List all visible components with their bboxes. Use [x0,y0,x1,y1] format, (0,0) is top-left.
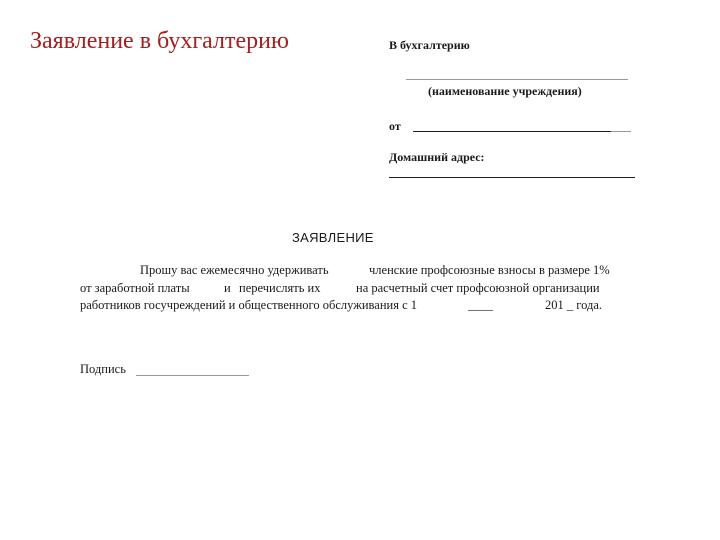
document-heading: ЗАЯВЛЕНИЕ [292,230,374,245]
institution-underline [406,79,628,80]
body-line-3b: 201 _ года. [545,298,602,312]
from-underline [413,131,611,132]
body-line-2c: перечислять их [239,281,321,295]
address-underline [389,177,635,178]
body-line-2b: и [224,281,231,295]
body-line-2d: на расчетный счет профсоюзной организации [356,281,600,295]
slide-title: Заявление в бухгалтерию [30,28,289,54]
body-line-1a: Прошу вас ежемесячно удерживать [140,263,329,277]
address-label: Домашний адрес: [389,150,485,164]
from-underline-tail [611,131,631,132]
signature-label: Подпись [80,362,126,376]
date-blank: ____ [468,298,493,312]
body-line-1b: членские профсоюзные взносы в размере 1% [369,263,610,277]
to-line: В бухгалтерию [389,38,470,52]
signature-underline [136,375,249,376]
body-line-3a: работников госучреждений и общественного обслуживания с 1 [80,298,418,312]
institution-caption: (наименование учреждения) [428,84,582,98]
body-line-2a: от заработной платы [80,281,190,295]
from-label: от [389,119,401,133]
